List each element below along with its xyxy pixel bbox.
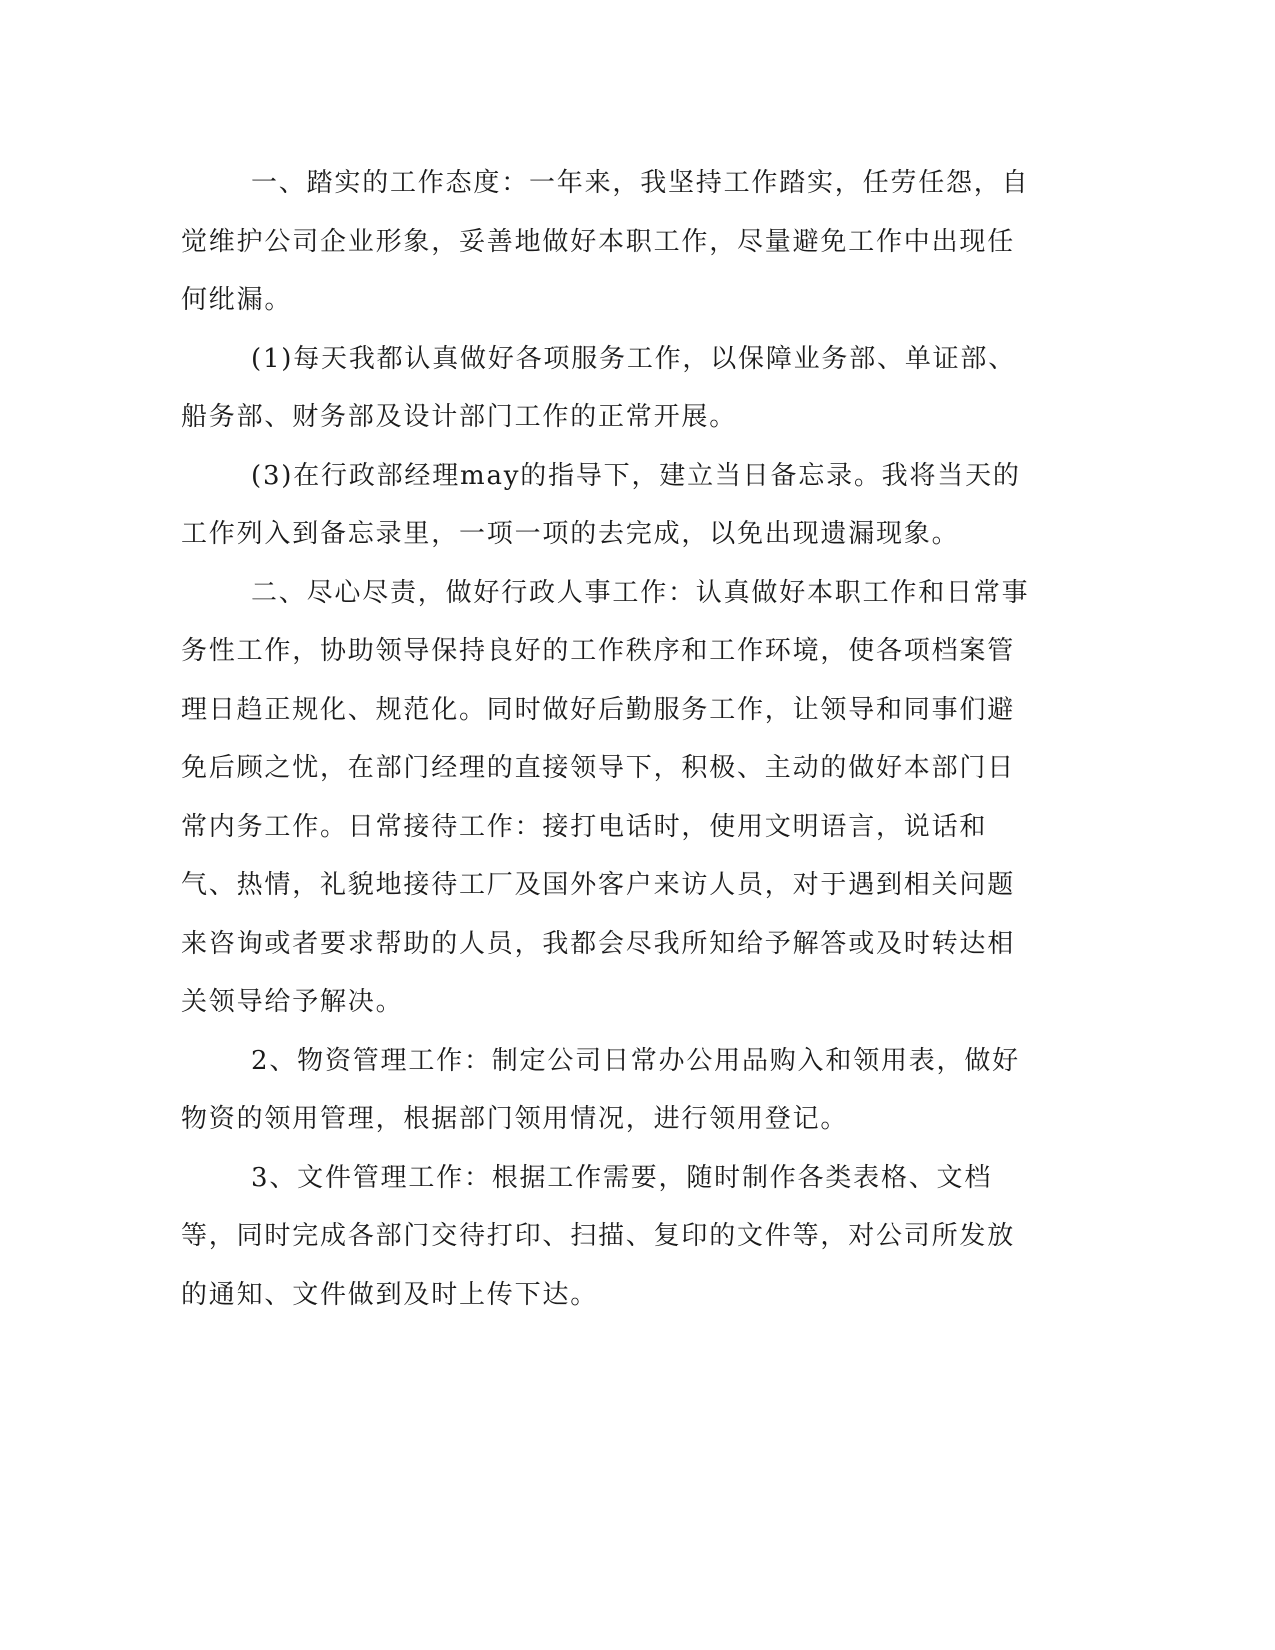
paragraph-work-attitude: 一、踏实的工作态度：一年来，我坚持工作踏实，任劳任怨，自觉维护公司企业形象，妥善地做好本职工作，尽量避免工作中出现任何纰漏。 [181, 168, 1030, 315]
paragraph-admin-hr-work: 二、尽心尽责，做好行政人事工作：认真做好本职工作和日常事务性工作，协助领导保持良好的工作秩序和工作环境，使各项档案管理日趋正规化、规范化。同时做好后勤服务工作，让领导和同事们避免后顾之忧，在部门经理的直接领导下，积极、主动的做好本部门日常内务工作。日常接待工作：接打电话时，使用文明语言，说话和气、热情，礼貌地接待工厂及国外客户来访人员，对于遇到相关问题来咨询或者要求帮助的人员，我都会尽我所知给予解答或及时转达相关领导给予解决。 [181, 577, 1030, 1017]
paragraph-item-3-document-management: 3、文件管理工作：根据工作需要，随时制作各类表格、文档等，同时完成各部门交待打印、扫描、复印的文件等，对公司所发放的通知、文件做到及时上传下达。 [181, 1162, 1016, 1310]
paragraph-item-2-materials-management: 2、物资管理工作：制定公司日常办公用品购入和领用表，做好物资的领用管理，根据部门领用情况，进行领用登记。 [181, 1045, 1020, 1134]
paragraph-item-3-daily-memo: (3)在行政部经理may的指导下，建立当日备忘录。我将当天的工作列入到备忘录里，一项一项的去完成，以免出现遗漏现象。 [181, 460, 1021, 549]
document-body [181, 154, 1031, 1324]
paragraph-item-1-service-work: (1)每天我都认真做好各项服务工作，以保障业务部、单证部、船务部、财务部及设计部门工作的正常开展。 [181, 343, 1017, 432]
